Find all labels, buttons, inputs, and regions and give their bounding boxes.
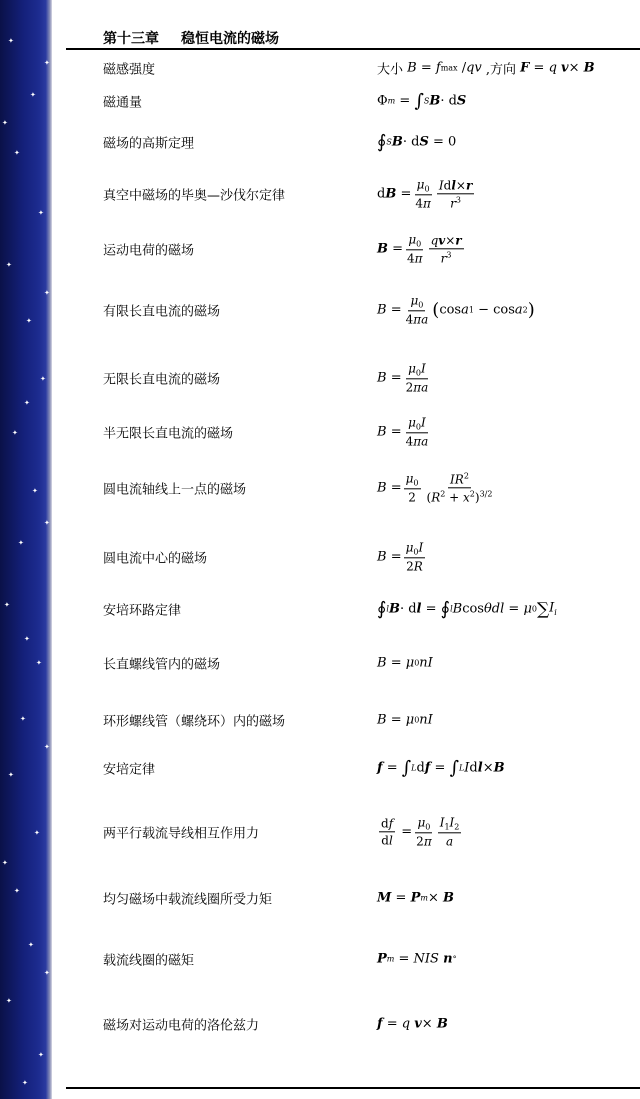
- footer-rule: [66, 1087, 640, 1089]
- row-label: 圆电流中心的磁场: [103, 551, 208, 567]
- row-formula: ∮ l B · d l = ∮ l B cos θdl = μ 0 ∑ $I_i$: [377, 598, 557, 620]
- star-icon: ✦: [44, 743, 50, 751]
- star-icon: ✦: [8, 37, 14, 45]
- star-icon: ✦: [24, 399, 30, 407]
- chapter-number: 第十三章: [103, 31, 159, 47]
- row-label: 载流线圈的磁矩: [103, 953, 195, 969]
- star-icon: ✦: [38, 1051, 44, 1059]
- row-formula: Φ m = ∫ S B · d S: [377, 90, 467, 112]
- star-icon: ✦: [6, 997, 12, 1005]
- row-label: 磁场的高斯定理: [103, 136, 195, 152]
- row-formula: B = $\frac{\mu_0I}{2R}$: [377, 540, 424, 574]
- row-formula: P m = NIS n °: [377, 951, 457, 967]
- row-formula: B = μ 0 nI: [377, 655, 433, 671]
- page-header: [103, 28, 279, 48]
- star-icon: ✦: [44, 59, 50, 67]
- star-icon: ✦: [14, 887, 20, 895]
- star-icon: ✦: [38, 209, 44, 217]
- row-label: 两平行载流导线相互作用力: [103, 826, 260, 842]
- row-formula: B = $\frac{\mu_0I}{2\pi a}$: [377, 361, 429, 395]
- star-icon: ✦: [8, 771, 14, 779]
- row-formula: B = μ 0 nI: [377, 712, 433, 728]
- row-label: 真空中磁场的毕奥—沙伐尔定律: [103, 188, 286, 204]
- row-label: 运动电荷的磁场: [103, 243, 195, 259]
- row-formula: M = P m × B: [377, 890, 454, 906]
- row-label: 安培定律: [103, 762, 156, 778]
- row-label: 无限长直电流的磁场: [103, 372, 221, 388]
- row-label: 磁通量: [103, 95, 143, 111]
- chapter-title: 稳恒电流的磁场: [181, 31, 279, 47]
- star-icon: ✦: [26, 317, 32, 325]
- star-icon: ✦: [2, 119, 8, 127]
- starry-side-strip: [0, 0, 52, 1099]
- row-formula: 大小 B = f max / qv ,方向 F = q v × B: [377, 60, 595, 78]
- star-icon: ✦: [2, 859, 8, 867]
- row-label: 环形螺线管（螺绕环）内的磁场: [103, 714, 286, 730]
- star-icon: ✦: [44, 969, 50, 977]
- row-formula: f = ∫ L d f = ∫ L I d l × B: [377, 757, 505, 779]
- row-formula: B = $\frac{\mu_0}{2}$ $\frac{IR^2}{(R^2 + x^2)^{3/2}}$: [377, 471, 493, 505]
- star-icon: ✦: [6, 261, 12, 269]
- row-formula: B = $\frac{\mu_0I}{4\pi a}$: [377, 415, 429, 449]
- star-icon: ✦: [14, 149, 20, 157]
- star-icon: ✦: [30, 91, 36, 99]
- row-formula: ∮ S B · d S = 0: [377, 131, 457, 153]
- star-icon: ✦: [12, 429, 18, 437]
- star-icon: ✦: [34, 829, 40, 837]
- row-label: 圆电流轴线上一点的磁场: [103, 482, 247, 498]
- header-rule: [66, 48, 640, 50]
- star-icon: ✦: [4, 601, 10, 609]
- star-icon: ✦: [18, 539, 24, 547]
- row-label: 磁感强度: [103, 62, 156, 78]
- row-label: 均匀磁场中载流线圈所受力矩: [103, 892, 273, 908]
- row-label: 磁场对运动电荷的洛伦兹力: [103, 1018, 260, 1034]
- star-icon: ✦: [28, 941, 34, 949]
- row-label: 半无限长直电流的磁场: [103, 426, 234, 442]
- star-icon: ✦: [24, 635, 30, 643]
- row-formula: $\frac{df}{dl}$ = $\frac{\mu_0}{2\pi}$ $\frac{I_1I_2}{a}$: [381, 815, 460, 849]
- row-formula: B = $\frac{\mu_0}{4\pi}$ $\frac{qv\times r}{r^3}$: [377, 232, 462, 266]
- star-icon: ✦: [32, 487, 38, 495]
- row-formula: d B = $\frac{\mu_0}{4\pi}$ $\frac{\text{Idl×r}}{r^3}$: [377, 177, 473, 211]
- star-icon: ✦: [44, 289, 50, 297]
- row-label: 有限长直电流的磁场: [103, 304, 221, 320]
- star-icon: ✦: [40, 375, 46, 383]
- row-formula: f = q v × B: [377, 1016, 448, 1032]
- row-label: 安培环路定律: [103, 603, 182, 619]
- row-formula: B = $\frac{\mu_0}{4\pi a}$ ( cos a 1 − cos a 2 ): [377, 293, 535, 327]
- star-icon: ✦: [20, 715, 26, 723]
- star-icon: ✦: [44, 519, 50, 527]
- star-icon: ✦: [36, 659, 42, 667]
- row-label: 长直螺线管内的磁场: [103, 657, 221, 673]
- star-icon: ✦: [22, 1079, 28, 1087]
